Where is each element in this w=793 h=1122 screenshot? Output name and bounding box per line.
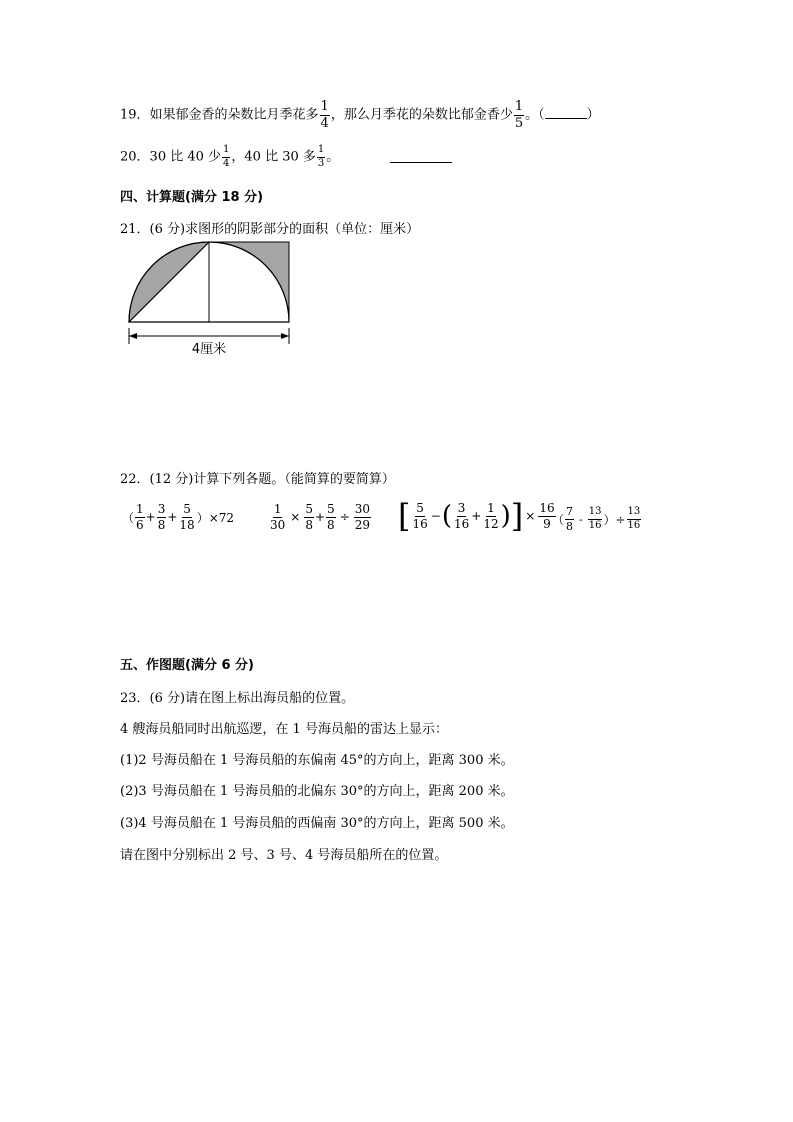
question-23: 23．(6 分)请在图上标出海员船的位置。 <box>120 691 355 706</box>
question-23-intro: 4 艘海员船同时出航巡逻，在 1 号海员船的雷达上显示： <box>120 722 448 737</box>
question-20: 20．30 比 40 少 $\frac{1}{4}$ ，40 比 30 多 $\frac{1}{3}$ 。 <box>120 144 340 169</box>
dimension-label: 4厘米 <box>191 342 227 356</box>
fraction-1-4-small: $\frac{1}{4}$ <box>223 144 230 169</box>
expression-3: [ $\frac{5}{16}$ − ( $\frac{3}{16}$ + $\frac{1}{12}$ ) ] × $\frac{16}{9}$ <box>398 497 555 535</box>
fraction-1-5: $\frac{1}{5}$ <box>514 99 524 131</box>
arrow-left-icon <box>129 333 137 339</box>
question-23-instruction: 请在图中分别标出 2 号、3 号、4 号海员船所在的位置。 <box>120 848 448 863</box>
fraction-1-4: $\frac{1}{4}$ <box>320 99 329 131</box>
shaded-area-figure <box>120 236 300 356</box>
answer-blank-20[interactable] <box>390 150 452 163</box>
question-23-item-2: (2)3 号海员船在 1 号海员船的北偏东 30°的方向上，距离 200 米。 <box>120 784 514 799</box>
expression-4: （ $\frac{7}{8}$ - $\frac{13}{16}$ ）÷ $\frac{13}{16}$ <box>552 505 641 533</box>
expression-1: （ $\frac{1}{6}$ + $\frac{3}{8}$ + $\frac{5}{18}$ ）×72 <box>122 502 235 532</box>
question-21: 21．(6 分)求图形的阴影部分的面积（单位：厘米） <box>120 222 420 237</box>
answer-blank-19[interactable] <box>545 118 587 119</box>
question-23-item-1: (1)2 号海员船在 1 号海员船的东偏南 45°的方向上，距离 300 米。 <box>120 753 514 768</box>
section-4-heading: 四、计算题(满分 18 分) <box>120 190 264 205</box>
question-23-item-3: (3)4 号海员船在 1 号海员船的西偏南 30°的方向上，距离 500 米。 <box>120 816 514 831</box>
expression-2: $\frac{1}{30}$ × $\frac{5}{8}$ + $\frac{5}{8}$ ÷ $\frac{30}{29}$ <box>270 502 371 532</box>
section-5-heading: 五、作图题(满分 6 分) <box>120 658 254 673</box>
shaded-corner-right <box>209 242 289 322</box>
question-19: 19．如果郁金香的朵数比月季花多 $\frac{1}{4}$ ，那么月季花的朵数比郁金香少 $\frac{1}{5}$ 。（ ） <box>120 99 600 131</box>
arrow-right-icon <box>281 333 289 339</box>
question-22: 22．(12 分)计算下列各题。（能简算的要简算） <box>120 472 395 487</box>
fraction-1-3-small: $\frac{1}{3}$ <box>317 144 325 169</box>
